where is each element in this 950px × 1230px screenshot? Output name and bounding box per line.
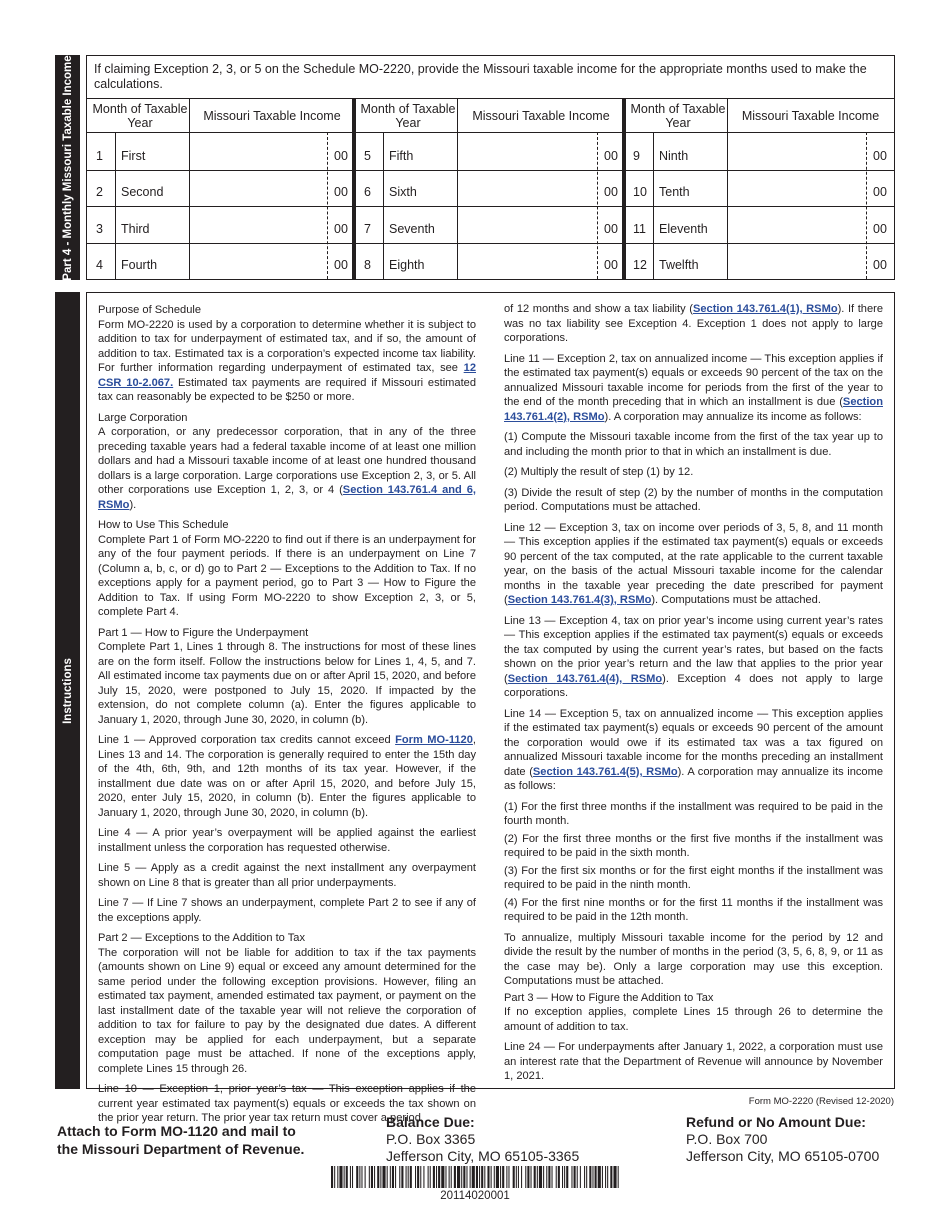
barcode-bar bbox=[454, 1166, 456, 1188]
barcode-bar bbox=[613, 1166, 616, 1188]
month-column-header: Month of Taxable Year bbox=[630, 102, 726, 130]
text: ). If there was no tax liability see Exception 4. Exception 1 does not apply to large corporations. bbox=[504, 303, 883, 344]
barcode-bar bbox=[380, 1166, 381, 1188]
barcode-bar bbox=[356, 1166, 358, 1188]
income-input[interactable] bbox=[728, 207, 865, 242]
barcode-bar bbox=[430, 1166, 431, 1188]
barcode-bar bbox=[472, 1166, 475, 1188]
month-label: Eighth bbox=[389, 258, 425, 272]
line-number: 3 bbox=[96, 222, 103, 236]
income-column-header: Missouri Taxable Income bbox=[472, 109, 610, 123]
howto-text: Complete Part 1 of Form MO-2220 to find out if there is an underpayment for any of the four payment periods. If there is an underpayment on Line 7 (Column a, b, c, or d) go to Part 2 — Exceptions to the Addition to Tax. If no exceptions apply for a payment period, go to Part 3 — How to Figure the Addition to Tax. If using Form MO-2220 to show Exception 2, 3, or 5, complete Part 4. bbox=[98, 533, 476, 618]
barcode-bar bbox=[525, 1166, 526, 1188]
month-label: Third bbox=[121, 222, 150, 236]
option-1: (1) For the first three months if the installment was required to be paid in the fourth month. bbox=[504, 800, 883, 827]
month-label: Seventh bbox=[389, 222, 435, 236]
barcode-bar bbox=[371, 1166, 373, 1188]
barcode-bar bbox=[531, 1166, 532, 1188]
step-2: (2) Multiply the result of step (1) by 12. bbox=[504, 466, 694, 478]
instructions-column-right bbox=[504, 302, 883, 1090]
barcode-bar bbox=[433, 1166, 435, 1188]
barcode-bar bbox=[466, 1166, 467, 1188]
section-link-5[interactable]: Section 143.761.4(5), RSMo bbox=[532, 765, 678, 778]
barcode-bar bbox=[406, 1166, 407, 1188]
barcode-bar bbox=[387, 1166, 388, 1188]
line-number: 11 bbox=[633, 222, 646, 236]
barcode-bar bbox=[607, 1166, 608, 1188]
text: A corporation, or any predecessor corporation, that in any of the three preceding taxable years had a federal taxable income of at least one million dollars and had a Missouri taxable income of at least one hundred thousand dollars is a large corporation. Large corporations use Exception 2, 3, or 5. All other corporations use Exception 1, 2, 3, or 4 ( bbox=[98, 426, 476, 496]
barcode-bar bbox=[428, 1166, 429, 1188]
refund-box: P.O. Box 700 bbox=[686, 1131, 768, 1147]
barcode-bar bbox=[374, 1166, 375, 1188]
barcode-bar bbox=[595, 1166, 597, 1188]
barcode-bar bbox=[566, 1166, 568, 1188]
text: ). Exception 4 does not apply to large corporations. bbox=[504, 672, 883, 699]
text: Line 1 — Approved corporation tax credits cannot exceed bbox=[98, 734, 396, 746]
line5-text: Line 5 — Apply as a credit against the next installment any overpayment shown on Line 8 that is greater than all prior underpayments. bbox=[98, 862, 476, 889]
barcode-bar bbox=[500, 1166, 501, 1188]
line-number: 1 bbox=[96, 149, 103, 163]
barcode-bar bbox=[331, 1166, 333, 1188]
line11-text bbox=[504, 352, 883, 425]
barcode-bar bbox=[574, 1166, 576, 1188]
step-1: (1) Compute the Missouri taxable income from the first of the tax year up to and including the month prior to that in which an installment is due. bbox=[504, 431, 883, 458]
barcode-bar bbox=[527, 1166, 529, 1188]
line14-text bbox=[504, 707, 883, 794]
section-link-1[interactable]: Section 143.761.4(1), RSMo bbox=[692, 303, 838, 315]
barcode-bar bbox=[408, 1166, 409, 1188]
barcode-bar bbox=[359, 1166, 360, 1188]
balance-city: Jefferson City, MO 65105-3365 bbox=[386, 1148, 580, 1164]
line-number: 9 bbox=[633, 149, 640, 163]
part4-tab-label: Part 4 - Monthly Missouri Taxable Income bbox=[61, 54, 74, 281]
line1-text bbox=[98, 733, 476, 820]
barcode-bar bbox=[401, 1166, 403, 1188]
part2-heading: Part 2 — Exceptions to the Addition to Tax bbox=[98, 932, 305, 944]
barcode-bar bbox=[506, 1166, 507, 1188]
howto-heading: How to Use This Schedule bbox=[98, 519, 229, 531]
instructions-tab-label: Instructions bbox=[61, 657, 74, 724]
balance-box: P.O. Box 3365 bbox=[386, 1131, 476, 1147]
text: Estimated tax payments are required if Missouri estimated tax can reasonably be expected to be $250 or more. bbox=[98, 376, 476, 403]
cents-label: 00 bbox=[873, 222, 887, 236]
line4-text: Line 4 — A prior year’s overpayment will be applied against the earliest installment unless the corporation has requested otherwise. bbox=[98, 827, 476, 854]
section-link-4[interactable]: Section 143.761.4(4), RSMo bbox=[507, 672, 663, 685]
line-number: 10 bbox=[633, 185, 647, 199]
text: ). bbox=[129, 498, 137, 511]
divider bbox=[87, 98, 894, 99]
barcode-bar bbox=[496, 1166, 499, 1188]
barcode-bar bbox=[534, 1166, 536, 1188]
line-number: 6 bbox=[364, 185, 371, 199]
line-number: 4 bbox=[96, 258, 103, 272]
income-input[interactable] bbox=[190, 207, 326, 242]
text: Line 12 — Exception 3, tax on income over periods of 3, 5, 8, and 11 month — This exception applies if the estimated tax payment(s) equals or exceeds 90 percent of the tax computed, at the rate applicable to the current taxable year, on the basis of the actual Missouri taxable income for the calendar months in the taxable year preceding the date prescribed for payment ( bbox=[504, 521, 883, 606]
barcode-bar bbox=[344, 1166, 345, 1188]
section-link-2[interactable]: Section 143.761.4(2), RSMo bbox=[504, 396, 883, 423]
income-input[interactable] bbox=[190, 244, 326, 278]
form-mo1120-link[interactable]: Form MO-1120 bbox=[395, 734, 473, 746]
barcode-bar bbox=[618, 1166, 619, 1188]
attach-line-1: Attach to Form MO-1120 and mail to bbox=[57, 1123, 296, 1139]
income-input[interactable] bbox=[458, 244, 596, 278]
group-separator bbox=[622, 98, 626, 279]
purpose-heading: Purpose of Schedule bbox=[98, 304, 201, 316]
barcode-bar bbox=[392, 1166, 394, 1188]
line-number: 2 bbox=[96, 185, 103, 199]
instructions-column-left bbox=[98, 303, 476, 1132]
income-input[interactable] bbox=[190, 133, 326, 169]
barcode-bar bbox=[463, 1166, 465, 1188]
line-number: 7 bbox=[364, 222, 371, 236]
barcode-bar bbox=[339, 1166, 342, 1188]
barcode-bar bbox=[539, 1166, 542, 1188]
barcode-bar bbox=[516, 1166, 517, 1188]
month-label: Ninth bbox=[659, 149, 689, 163]
large-text bbox=[98, 425, 476, 512]
refund-city: Jefferson City, MO 65105-0700 bbox=[686, 1148, 880, 1164]
barcode-bar bbox=[470, 1166, 471, 1188]
income-input[interactable] bbox=[728, 133, 865, 169]
large-heading: Large Corporation bbox=[98, 411, 188, 424]
barcode-bar bbox=[513, 1166, 515, 1188]
month-label: Fifth bbox=[389, 149, 414, 163]
barcode-bar bbox=[487, 1166, 489, 1188]
barcode-bar bbox=[476, 1166, 478, 1188]
barcode-bar bbox=[598, 1166, 601, 1188]
income-input[interactable] bbox=[458, 171, 596, 205]
month-label: Sixth bbox=[389, 185, 417, 199]
barcode-bar bbox=[420, 1166, 421, 1188]
barcode-bar bbox=[589, 1166, 591, 1188]
barcode-bar bbox=[479, 1166, 480, 1188]
text: , Lines 13 and 14. The corporation is generally required to enter the 15th day of the 4th, 6th, 9th, and 12th months of its tax year. However, if the installment due date was on or after April 15, 2020, and before July 15, 2020, enter July 15, 2020, in column (b). Enter the figures applicable to January 1, 2020, through June 30, 2020, in column (b). bbox=[98, 734, 476, 819]
barcode-bar bbox=[399, 1166, 400, 1188]
barcode-bar bbox=[390, 1166, 391, 1188]
barcode-bar bbox=[577, 1166, 578, 1188]
cents-label: 00 bbox=[873, 258, 887, 272]
cents-label: 00 bbox=[334, 149, 348, 163]
barcode-bar bbox=[571, 1166, 572, 1188]
text: Line 13 — Exception 4, tax on prior year’s income using current year’s rates — This exception applies if the estimated tax payment(s) equals or exceeds the tax computed by using the current year’s rates, but based on the facts shown on the prior year’s return and the law that applies to the prior year ( bbox=[504, 614, 883, 685]
line10-continued bbox=[504, 302, 883, 346]
barcode-bar bbox=[334, 1166, 335, 1188]
barcode bbox=[331, 1166, 619, 1188]
section-143-761-4-link[interactable]: Section 143.761.4 and 6, RSMo bbox=[98, 484, 476, 511]
line12-text bbox=[504, 521, 883, 608]
barcode-bar bbox=[484, 1166, 485, 1188]
income-column-header: Missouri Taxable Income bbox=[741, 109, 880, 123]
section-link-3[interactable]: Section 143.761.4(3), RSMo bbox=[507, 594, 652, 606]
barcode-bar bbox=[558, 1166, 560, 1188]
text: Line 11 — Exception 2, tax on annualized income — This exception applies if the estimated tax payment(s) equals or exceeds 90 percent of the tax on the annualized Missouri taxable income for periods from the first of the year to the end of the month preceding that in which an installment is due ( bbox=[504, 352, 883, 408]
attach-instructions bbox=[57, 1122, 304, 1158]
cents-label: 00 bbox=[334, 258, 348, 272]
income-input[interactable] bbox=[458, 133, 596, 169]
barcode-bar bbox=[518, 1166, 519, 1188]
barcode-bar bbox=[610, 1166, 612, 1188]
barcode-bar bbox=[584, 1166, 585, 1188]
barcode-bar bbox=[438, 1166, 440, 1188]
annualize-text: To annualize, multiply Missouri taxable income for the period by 12 and divide the result by the number of months in the period (3, 5, 6, 8, 9, or 11 as the case may be). Only a large corporation may use this exception. Computations must be attached. bbox=[504, 931, 883, 987]
cents-label: 00 bbox=[604, 258, 618, 272]
refund-address bbox=[686, 1114, 879, 1165]
refund-heading: Refund or No Amount Due: bbox=[686, 1114, 866, 1130]
option-3: (3) For the first six months or for the first eight months if the installment was required to be paid in the ninth month. bbox=[504, 864, 883, 891]
barcode-bar bbox=[423, 1166, 424, 1188]
month-label: Fourth bbox=[121, 258, 158, 272]
cents-label: 00 bbox=[873, 185, 887, 199]
cents-label: 00 bbox=[334, 185, 348, 199]
barcode-bar bbox=[361, 1166, 362, 1188]
barcode-bar bbox=[415, 1166, 416, 1188]
cents-label: 00 bbox=[604, 149, 618, 163]
barcode-bar bbox=[491, 1166, 492, 1188]
barcode-bar bbox=[543, 1166, 544, 1188]
month-column-header: Month of Taxable Year bbox=[360, 102, 456, 130]
barcode-bar bbox=[382, 1166, 385, 1188]
month-label: Eleventh bbox=[659, 222, 708, 236]
barcode-bar bbox=[580, 1166, 581, 1188]
barcode-number: 20114020001 bbox=[440, 1190, 510, 1202]
barcode-bar bbox=[548, 1166, 550, 1188]
barcode-bar bbox=[562, 1166, 563, 1188]
barcode-bar bbox=[410, 1166, 412, 1188]
csr-link[interactable]: 12 CSR 10-2.067. bbox=[98, 362, 476, 389]
cents-label: 00 bbox=[334, 222, 348, 236]
part1-heading: Part 1 — How to Figure the Underpayment bbox=[98, 626, 309, 639]
line24-text: Line 24 — For underpayments after January 1, 2022, a corporation must use an interest rate that the Department of Revenue will announce by November 1, 2021. bbox=[504, 1041, 883, 1082]
step-3: (3) Divide the result of step (2) by the number of months in the computation period. Computations must be attached. bbox=[504, 486, 883, 513]
barcode-bar bbox=[546, 1166, 547, 1188]
barcode-bar bbox=[481, 1166, 483, 1188]
barcode-bar bbox=[521, 1166, 522, 1188]
month-label: First bbox=[121, 149, 146, 163]
text: of 12 months and show a tax liability ( bbox=[504, 303, 693, 315]
cents-label: 00 bbox=[873, 149, 887, 163]
part2-text: The corporation will not be liable for addition to tax if the tax payments (amounts shown on Line 9) equal or exceed any amount determined for the same period under the following exception provisions. However, filing an estimated tax payment, amended estimated tax payment, or payment on the last installment date of the taxable year will not relieve the corporation of addition to tax for failure to pay by the designated due dates. A different exception may be applied for each underpayment, but a separate computation page must be attached. If none of the exceptions apply, complete Lines 15 through 26. bbox=[98, 946, 476, 1075]
text: ). A corporation may annualize its income as follows: bbox=[604, 410, 862, 423]
barcode-bar bbox=[436, 1166, 437, 1188]
barcode-bar bbox=[395, 1166, 396, 1188]
part4-intro: If claiming Exception 2, 3, or 5 on the Schedule MO-2220, provide the Missouri taxable income for the appropriate months used to make the calculations. bbox=[94, 62, 867, 91]
purpose-text bbox=[98, 318, 476, 405]
barcode-bar bbox=[602, 1166, 603, 1188]
attach-line-2: the Missouri Department of Revenue. bbox=[57, 1141, 305, 1157]
balance-heading: Balance Due: bbox=[386, 1114, 475, 1130]
part4-table bbox=[86, 55, 895, 280]
barcode-bar bbox=[457, 1166, 460, 1188]
barcode-bar bbox=[365, 1166, 366, 1188]
group-separator bbox=[352, 98, 356, 279]
month-column-header: Month of Taxable Year bbox=[92, 102, 188, 130]
barcode-bar bbox=[441, 1166, 444, 1188]
barcode-bar bbox=[417, 1166, 419, 1188]
line-number: 8 bbox=[364, 258, 371, 272]
barcode-bar bbox=[377, 1166, 379, 1188]
text: Line 14 — Exception 5, tax on annualized income — This exception applies if the estimated tax payment(s) equals or exceeds 90 percent of the amount the corporation would owe if its estimated tax was a tax figured on annualized Missouri taxable income for the months preceding an installment date ( bbox=[504, 707, 883, 778]
text: Form MO-2220 is used by a corporation to determine whether it is subject to addition to tax for underpayment of estimated tax, and if so, the amount of addition to tax. Estimated tax is a corporation’s expected income tax liability. For further information regarding underpayment of estimated tax, see bbox=[98, 318, 476, 374]
month-label: Tenth bbox=[659, 185, 690, 199]
text: ). Computations must be attached. bbox=[651, 594, 821, 606]
part3-heading: Part 3 — How to Figure the Addition to Tax bbox=[504, 991, 714, 1004]
line10-text: Line 10 — Exception 1, prior year’s tax — This exception applies if the current year estimated tax payment(s) equals or exceeds the tax shown on the prior year return. The prior year tax return must cover a period bbox=[98, 1083, 476, 1124]
line-number: 12 bbox=[633, 258, 647, 272]
month-label: Twelfth bbox=[659, 258, 699, 272]
instructions-side-tab bbox=[55, 292, 80, 1089]
barcode-bar bbox=[586, 1166, 587, 1188]
cents-label: 00 bbox=[604, 222, 618, 236]
barcode-bar bbox=[346, 1166, 348, 1188]
income-input[interactable] bbox=[458, 207, 596, 242]
part1-text: Complete Part 1, Lines 1 through 8. The instructions for most of these lines are on the form itself. Follow the instructions below for Lines 1, 4, 5, and 7. All estimated income tax payments due on or after April 15, 2020, and before July 15, 2020, were postponed to July 15, 2020. If impacted by the extension, do not complete column (a). Enter the figures applicable to January 1, 2020, through June 30, 2020, in column (b). bbox=[98, 641, 476, 726]
part3-text: If no exception applies, complete Lines 15 through 26 to determine the amount of addition to tax. bbox=[504, 1006, 883, 1033]
barcode-bar bbox=[337, 1166, 338, 1188]
barcode-bar bbox=[552, 1166, 553, 1188]
form-revision: Form MO-2220 (Revised 12-2020) bbox=[748, 1096, 894, 1107]
barcode-bar bbox=[494, 1166, 495, 1188]
line7-text: Line 7 — If Line 7 shows an underpayment, complete Part 2 to see if any of the exceptions apply. bbox=[98, 897, 476, 924]
income-input[interactable] bbox=[728, 244, 865, 278]
barcode-bar bbox=[461, 1166, 462, 1188]
barcode-bar bbox=[445, 1166, 446, 1188]
barcode-bar bbox=[605, 1166, 606, 1188]
text: ). A corporation may annualize its income as follows: bbox=[504, 765, 883, 792]
barcode-bar bbox=[537, 1166, 538, 1188]
balance-due-address bbox=[386, 1114, 579, 1165]
part4-side-tab bbox=[55, 55, 80, 280]
line-number: 5 bbox=[364, 149, 371, 163]
barcode-bar bbox=[508, 1166, 509, 1188]
cents-label: 00 bbox=[604, 185, 618, 199]
barcode-bar bbox=[350, 1166, 351, 1188]
option-2: (2) For the first three months or the first five months if the installment was required to be paid in the sixth month. bbox=[504, 832, 883, 859]
income-column-header: Missouri Taxable Income bbox=[203, 109, 341, 123]
barcode-bar bbox=[369, 1166, 370, 1188]
barcode-bar bbox=[449, 1166, 450, 1188]
barcode-bar bbox=[502, 1166, 504, 1188]
option-4: (4) For the first nine months or for the first 11 months if the installment was required to be paid in the 12th month. bbox=[504, 896, 883, 923]
barcode-bar bbox=[592, 1166, 593, 1188]
barcode-bar bbox=[556, 1166, 557, 1188]
barcode-bar bbox=[564, 1166, 565, 1188]
barcode-bar bbox=[352, 1166, 353, 1188]
line13-text bbox=[504, 614, 883, 701]
income-input[interactable] bbox=[190, 171, 326, 205]
barcode-bar bbox=[451, 1166, 452, 1188]
month-label: Second bbox=[121, 185, 164, 199]
income-input[interactable] bbox=[728, 171, 865, 205]
